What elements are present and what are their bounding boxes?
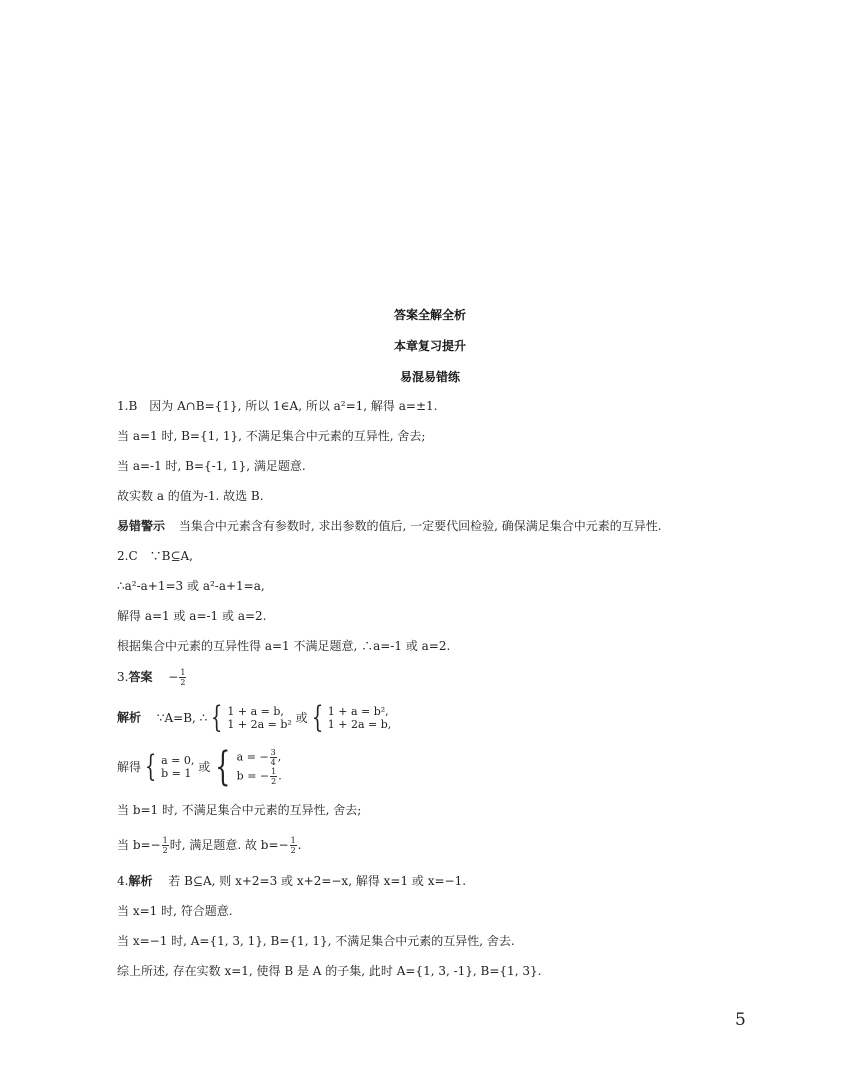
- q2-line-1: 2.C ∵B⊆A,: [117, 549, 193, 563]
- q3-line-b1: 当 b=1 时, 不满足集合中元素的互异性, 舍去;: [117, 803, 362, 817]
- title-chapter-review: 本章复习提升: [393, 339, 466, 353]
- q3-line-bhalf: 当 b=− $\frac{1}{2}$ 时, 满足题意. 故 b=− $\frac{1}{2}$ .: [117, 836, 302, 855]
- q3-or-1: 或: [295, 711, 308, 725]
- q3-solution-1: { a = 0, b = 1: [144, 749, 195, 784]
- q4-line-4: 综上所述, 存在实数 x=1, 使得 B 是 A 的子集, 此时 A={1, 3, -1}, B={1, 3}.: [117, 964, 542, 978]
- q3-analysis-intro: ∵A=B, ∴: [156, 711, 208, 725]
- q3-answer-fraction: $\frac{1}{2}$: [180, 668, 186, 687]
- q1-line-4: 故实数 a 的值为-1. 故选 B.: [117, 489, 264, 503]
- q3-answer-sign: −: [168, 670, 179, 684]
- q2-line-4: 根据集合中元素的互异性得 a=1 不满足题意, ∴a=-1 或 a=2.: [117, 639, 451, 653]
- q4-line-2: 当 x=1 时, 符合题意.: [117, 904, 233, 918]
- q2-line-3: 解得 a=1 或 a=-1 或 a=2.: [117, 609, 267, 623]
- q3-number: 3.: [117, 670, 129, 684]
- title-full-solution: 答案全解全析: [393, 308, 466, 322]
- q1-line-3: 当 a=-1 时, B={-1, 1}, 满足题意.: [117, 459, 306, 473]
- warning-text: 当集合中元素含有参数时, 求出参数的值后, 一定要代回检验, 确保满足集合中元素的互异性.: [178, 519, 662, 533]
- q3-system-2: { 1 + a = b², 1 + 2a = b,: [311, 700, 392, 735]
- q3-analysis-label: 解析: [117, 710, 142, 725]
- q4-number: 4.: [117, 874, 129, 888]
- q3-solve-label: 解得: [117, 760, 142, 774]
- q3-system-1: { 1 + a = b, 1 + 2a = b²: [211, 700, 292, 735]
- q3-solve-line: [117, 744, 282, 790]
- q3-solution-2: { a = − $\frac{3}{4}$ , b = − $\frac{1}{2}$ .: [215, 744, 282, 790]
- page-number: 5: [735, 1010, 746, 1030]
- warning-label: 易错警示: [117, 519, 166, 533]
- q3-analysis-line: [117, 700, 392, 735]
- q4-line-1: [117, 873, 466, 889]
- q4-line-3: 当 x=−1 时, A={1, 3, 1}, B={1, 1}, 不满足集合中元素的互异性, 舍去.: [117, 934, 515, 948]
- q4-line-1-text: 若 B⊆A, 则 x+2=3 或 x+2=−x, 解得 x=1 或 x=−1.: [168, 874, 467, 888]
- q4-analysis-label: 解析: [128, 874, 153, 888]
- warning-line: [117, 518, 662, 534]
- q1-line-1: 1.B 因为 A∩B={1}, 所以 1∈A, 所以 a²=1, 解得 a=±1.: [117, 399, 438, 413]
- q3-answer-line: [117, 668, 187, 687]
- q2-line-2: ∴a²-a+1=3 或 a²-a+1=a,: [117, 579, 265, 593]
- q1-line-2: 当 a=1 时, B={1, 1}, 不满足集合中元素的互异性, 舍去;: [117, 429, 426, 443]
- title-error-practice: 易混易错练: [399, 370, 460, 384]
- q3-or-2: 或: [198, 760, 211, 774]
- q3-answer-label: 答案: [128, 670, 153, 684]
